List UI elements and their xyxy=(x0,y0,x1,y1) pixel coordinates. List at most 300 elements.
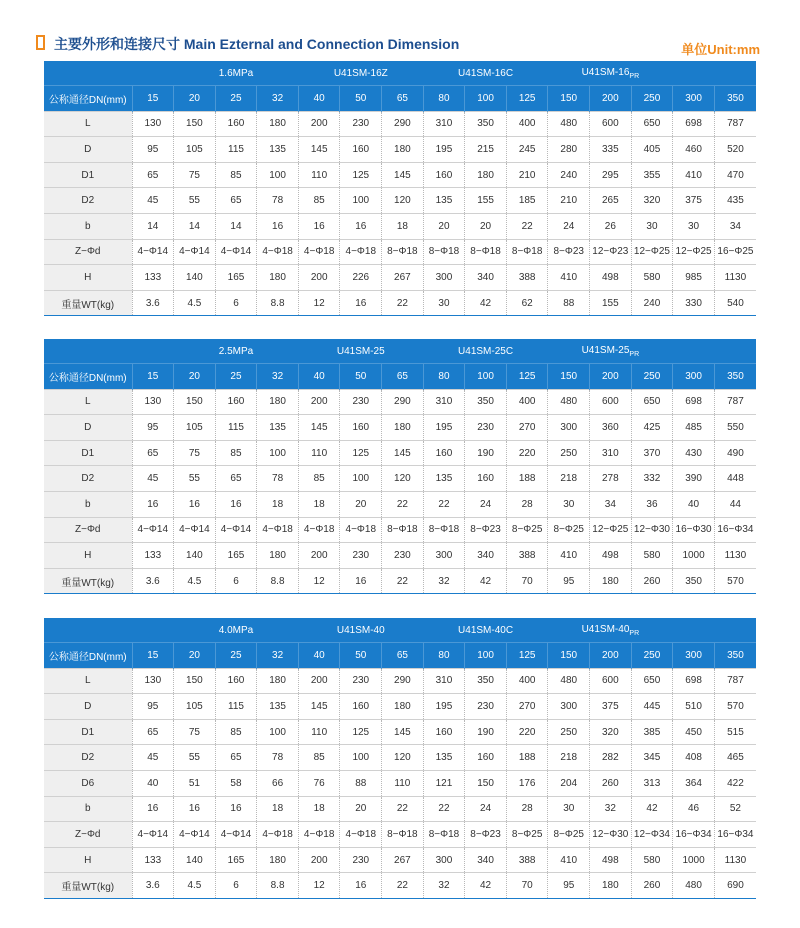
table-cell: 1130 xyxy=(714,847,756,873)
table-cell: 18 xyxy=(382,213,424,239)
dn-value: 250 xyxy=(631,643,673,669)
table-cell: 78 xyxy=(257,745,299,771)
table-cell: 135 xyxy=(257,694,299,720)
table-cell: 145 xyxy=(382,162,424,188)
table-cell: 200 xyxy=(298,847,340,873)
dn-value: 40 xyxy=(298,364,340,390)
table-cell: 230 xyxy=(340,668,382,694)
table-cell: 8−Φ18 xyxy=(423,239,465,265)
table-cell: 40 xyxy=(132,770,174,796)
table-cell: 267 xyxy=(382,265,424,291)
dn-label: 公称通径DN(mm) xyxy=(44,364,132,390)
table-cell: 290 xyxy=(382,111,424,137)
table-cell: 110 xyxy=(382,770,424,796)
table-cell: 95 xyxy=(548,568,590,594)
table-cell: 350 xyxy=(673,568,715,594)
header-spacer xyxy=(132,61,174,86)
table-cell: 160 xyxy=(215,111,257,137)
table-cell: 12−Φ25 xyxy=(673,239,715,265)
table-cell: 145 xyxy=(382,719,424,745)
table-cell: 375 xyxy=(590,694,632,720)
table-cell: 260 xyxy=(631,873,673,899)
row-label: H xyxy=(44,847,132,873)
table-cell: 16−Φ34 xyxy=(673,822,715,848)
row-label: L xyxy=(44,111,132,137)
table-cell: 364 xyxy=(673,770,715,796)
row-label: Z−Φd xyxy=(44,239,132,265)
table-cell: 155 xyxy=(465,188,507,214)
table-cell: 180 xyxy=(257,543,299,569)
table-cell: 230 xyxy=(340,389,382,415)
row-label: Z−Φd xyxy=(44,517,132,543)
table-cell: 100 xyxy=(257,440,299,466)
table-cell: 22 xyxy=(423,491,465,517)
table-cell: 140 xyxy=(174,543,216,569)
table-cell: 65 xyxy=(132,162,174,188)
dimension-table-4-0mpa xyxy=(44,618,756,899)
table-cell: 4−Φ18 xyxy=(298,239,340,265)
table-cell: 4−Φ18 xyxy=(257,822,299,848)
table-cell: 42 xyxy=(465,290,507,316)
table-cell: 370 xyxy=(631,440,673,466)
table-cell: 14 xyxy=(132,213,174,239)
row-label: b xyxy=(44,491,132,517)
table-cell: 6 xyxy=(215,873,257,899)
table-cell: 290 xyxy=(382,668,424,694)
table-cell: 485 xyxy=(673,415,715,441)
model-b-label: U41SM-25C xyxy=(423,339,548,364)
table-cell: 30 xyxy=(548,491,590,517)
table-cell: 300 xyxy=(548,415,590,441)
table-cell: 180 xyxy=(257,847,299,873)
header-blank xyxy=(44,618,132,643)
table-cell: 76 xyxy=(298,770,340,796)
table-cell: 75 xyxy=(174,162,216,188)
table-cell: 150 xyxy=(174,111,216,137)
table-cell: 58 xyxy=(215,770,257,796)
table-cell: 220 xyxy=(506,440,548,466)
dn-value: 40 xyxy=(298,86,340,112)
table-cell: 20 xyxy=(340,796,382,822)
table-cell: 8−Φ25 xyxy=(548,822,590,848)
dn-row xyxy=(44,643,756,669)
table-cell: 36 xyxy=(631,491,673,517)
table-cell: 165 xyxy=(215,543,257,569)
table-cell: 410 xyxy=(548,265,590,291)
table-cell: 320 xyxy=(590,719,632,745)
table-cell: 400 xyxy=(506,111,548,137)
table-header-row xyxy=(44,61,756,86)
table-cell: 215 xyxy=(465,137,507,163)
table-row xyxy=(44,745,756,771)
unit-label: 单位Unit:mm xyxy=(681,42,760,57)
table-cell: 332 xyxy=(631,466,673,492)
table-cell: 105 xyxy=(174,137,216,163)
table-cell: 180 xyxy=(257,265,299,291)
table-cell: 218 xyxy=(548,466,590,492)
table-cell: 375 xyxy=(673,188,715,214)
table-cell: 16 xyxy=(132,491,174,517)
model-c-sup: P xyxy=(629,350,635,358)
dn-value: 15 xyxy=(132,643,174,669)
table-row xyxy=(44,466,756,492)
table-cell: 3.6 xyxy=(132,873,174,899)
table-cell: 350 xyxy=(465,668,507,694)
table-cell: 32 xyxy=(423,568,465,594)
dn-value: 80 xyxy=(423,86,465,112)
table-cell: 165 xyxy=(215,847,257,873)
table-cell: 150 xyxy=(174,389,216,415)
dn-value: 32 xyxy=(257,643,299,669)
table-cell: 4−Φ14 xyxy=(132,822,174,848)
dn-value: 300 xyxy=(673,86,715,112)
model-c-sub: R xyxy=(634,629,640,637)
dn-value: 80 xyxy=(423,643,465,669)
table-cell: 385 xyxy=(631,719,673,745)
model-c-name: U41SM-16 xyxy=(581,66,630,78)
table-cell: 320 xyxy=(631,188,673,214)
table-cell: 550 xyxy=(714,415,756,441)
table-cell: 12−Φ30 xyxy=(590,822,632,848)
table-cell: 176 xyxy=(506,770,548,796)
table-cell: 498 xyxy=(590,265,632,291)
table-cell: 75 xyxy=(174,440,216,466)
table-cell: 230 xyxy=(340,847,382,873)
table-cell: 95 xyxy=(548,873,590,899)
table-cell: 4−Φ18 xyxy=(340,239,382,265)
table-cell: 160 xyxy=(215,668,257,694)
table-cell: 600 xyxy=(590,111,632,137)
dn-value: 125 xyxy=(506,643,548,669)
table-cell: 408 xyxy=(673,745,715,771)
table-cell: 180 xyxy=(382,415,424,441)
table-cell: 16−Φ34 xyxy=(714,517,756,543)
table-cell: 400 xyxy=(506,389,548,415)
table-cell: 465 xyxy=(714,745,756,771)
table-cell: 18 xyxy=(298,796,340,822)
table-cell: 4−Φ14 xyxy=(174,239,216,265)
dn-label: 公称通径DN(mm) xyxy=(44,86,132,112)
table-cell: 8−Φ18 xyxy=(382,822,424,848)
table-cell: 110 xyxy=(298,719,340,745)
row-label: D1 xyxy=(44,719,132,745)
table-cell: 110 xyxy=(298,440,340,466)
table-cell: 240 xyxy=(548,162,590,188)
table-cell: 4.5 xyxy=(174,873,216,899)
table-row xyxy=(44,290,756,316)
model-c-suffix xyxy=(629,351,639,358)
table-cell: 22 xyxy=(382,873,424,899)
table-cell: 120 xyxy=(382,745,424,771)
page-title: 主要外形和连接尺寸 Main Ezternal and Connection Dimension xyxy=(54,36,460,52)
table-cell: 44 xyxy=(714,491,756,517)
table-cell: 340 xyxy=(465,847,507,873)
table-cell: 230 xyxy=(340,111,382,137)
table-cell: 515 xyxy=(714,719,756,745)
model-a-label: U41SM-40 xyxy=(298,618,423,643)
table-cell: 180 xyxy=(382,694,424,720)
table-cell: 16 xyxy=(340,290,382,316)
table-row xyxy=(44,873,756,899)
table-cell: 66 xyxy=(257,770,299,796)
table-cell: 105 xyxy=(174,694,216,720)
dn-value: 20 xyxy=(174,86,216,112)
dn-value: 150 xyxy=(548,86,590,112)
model-c-sub: R xyxy=(634,72,640,80)
table-cell: 265 xyxy=(590,188,632,214)
table-row xyxy=(44,162,756,188)
table-row xyxy=(44,265,756,291)
table-cell: 245 xyxy=(506,137,548,163)
table-cell: 4−Φ18 xyxy=(298,822,340,848)
table-cell: 16 xyxy=(340,213,382,239)
table-cell: 8−Φ25 xyxy=(506,517,548,543)
pressure-label: 4.0MPa xyxy=(174,618,299,643)
row-label: b xyxy=(44,213,132,239)
table-cell: 230 xyxy=(465,694,507,720)
table-cell: 8−Φ23 xyxy=(465,822,507,848)
table-cell: 32 xyxy=(590,796,632,822)
table-cell: 100 xyxy=(257,719,299,745)
table-cell: 230 xyxy=(382,543,424,569)
table-cell: 282 xyxy=(590,745,632,771)
table-cell: 120 xyxy=(382,188,424,214)
dn-value: 300 xyxy=(673,364,715,390)
dn-value: 65 xyxy=(382,86,424,112)
table-cell: 20 xyxy=(465,213,507,239)
table-cell: 204 xyxy=(548,770,590,796)
table-cell: 16 xyxy=(215,796,257,822)
table-cell: 24 xyxy=(465,491,507,517)
table-cell: 410 xyxy=(673,162,715,188)
table-cell: 16 xyxy=(298,213,340,239)
dn-value: 350 xyxy=(714,86,756,112)
table-cell: 520 xyxy=(714,137,756,163)
table-cell: 55 xyxy=(174,745,216,771)
table-cell: 78 xyxy=(257,188,299,214)
table-cell: 8.8 xyxy=(257,290,299,316)
row-label: D xyxy=(44,137,132,163)
table-cell: 188 xyxy=(506,745,548,771)
table-cell: 145 xyxy=(298,415,340,441)
table-cell: 34 xyxy=(714,213,756,239)
table-cell: 85 xyxy=(215,440,257,466)
table-cell: 115 xyxy=(215,137,257,163)
table-cell: 300 xyxy=(423,265,465,291)
model-c-sub: R xyxy=(634,350,640,358)
header-spacer xyxy=(132,339,174,364)
model-c-name: U41SM-25 xyxy=(581,344,630,356)
table-cell: 18 xyxy=(257,491,299,517)
table-cell: 135 xyxy=(257,415,299,441)
table-cell: 600 xyxy=(590,668,632,694)
table-cell: 160 xyxy=(340,415,382,441)
dn-value: 300 xyxy=(673,643,715,669)
table-cell: 133 xyxy=(132,847,174,873)
table-cell: 8.8 xyxy=(257,873,299,899)
dimension-table-1-6mpa xyxy=(44,61,756,316)
table-cell: 28 xyxy=(506,796,548,822)
table-cell: 190 xyxy=(465,719,507,745)
row-label: D2 xyxy=(44,188,132,214)
row-label: L xyxy=(44,668,132,694)
table-cell: 300 xyxy=(423,847,465,873)
table-row xyxy=(44,188,756,214)
row-label: Z−Φd xyxy=(44,822,132,848)
table-cell: 22 xyxy=(382,796,424,822)
table-cell: 160 xyxy=(340,137,382,163)
table-cell: 85 xyxy=(298,466,340,492)
dimension-table-2-5mpa xyxy=(44,339,756,594)
table-cell: 698 xyxy=(673,668,715,694)
table-cell: 16−Φ25 xyxy=(714,239,756,265)
table-cell: 480 xyxy=(548,668,590,694)
table-cell: 498 xyxy=(590,847,632,873)
row-label: D xyxy=(44,694,132,720)
table-cell: 345 xyxy=(631,745,673,771)
table-cell: 42 xyxy=(465,873,507,899)
page-header xyxy=(36,32,760,56)
table-cell: 46 xyxy=(673,796,715,822)
model-c-label xyxy=(548,61,673,86)
table-cell: 28 xyxy=(506,491,548,517)
table-cell: 165 xyxy=(215,265,257,291)
dn-value: 25 xyxy=(215,643,257,669)
row-label: D6 xyxy=(44,770,132,796)
row-label: D xyxy=(44,415,132,441)
table-cell: 125 xyxy=(340,719,382,745)
table-cell: 121 xyxy=(423,770,465,796)
model-c-suffix xyxy=(629,73,639,80)
dn-value: 32 xyxy=(257,364,299,390)
table-cell: 24 xyxy=(548,213,590,239)
table-cell: 270 xyxy=(506,694,548,720)
table-cell: 250 xyxy=(548,440,590,466)
table-cell: 985 xyxy=(673,265,715,291)
dn-value: 32 xyxy=(257,86,299,112)
table-cell: 480 xyxy=(548,389,590,415)
model-b-label: U41SM-40C xyxy=(423,618,548,643)
table-cell: 4−Φ14 xyxy=(215,822,257,848)
table-row xyxy=(44,111,756,137)
dn-value: 250 xyxy=(631,86,673,112)
table-cell: 240 xyxy=(631,290,673,316)
table-cell: 350 xyxy=(465,111,507,137)
table-cell: 22 xyxy=(506,213,548,239)
model-c-name: U41SM-40 xyxy=(581,623,630,635)
row-label: D1 xyxy=(44,440,132,466)
table-cell: 230 xyxy=(340,543,382,569)
dimension-table xyxy=(44,61,756,316)
table-cell: 40 xyxy=(673,491,715,517)
table-cell: 410 xyxy=(548,543,590,569)
table-row xyxy=(44,491,756,517)
table-cell: 160 xyxy=(423,440,465,466)
table-cell: 1000 xyxy=(673,847,715,873)
table-cell: 135 xyxy=(423,188,465,214)
table-cell: 8−Φ23 xyxy=(465,517,507,543)
table-cell: 150 xyxy=(465,770,507,796)
table-cell: 200 xyxy=(298,389,340,415)
table-cell: 260 xyxy=(631,568,673,594)
table-cell: 8−Φ25 xyxy=(548,517,590,543)
table-cell: 580 xyxy=(631,543,673,569)
table-row xyxy=(44,415,756,441)
table-cell: 16 xyxy=(340,568,382,594)
table-cell: 220 xyxy=(506,719,548,745)
table-cell: 180 xyxy=(257,668,299,694)
table-cell: 787 xyxy=(714,111,756,137)
table-cell: 78 xyxy=(257,466,299,492)
table-cell: 95 xyxy=(132,137,174,163)
table-cell: 470 xyxy=(714,162,756,188)
table-cell: 45 xyxy=(132,188,174,214)
table-cell: 65 xyxy=(132,440,174,466)
title-marker-icon xyxy=(36,35,45,50)
dn-value: 15 xyxy=(132,364,174,390)
table-cell: 16 xyxy=(174,491,216,517)
table-cell: 4−Φ14 xyxy=(174,822,216,848)
table-cell: 600 xyxy=(590,389,632,415)
table-cell: 12 xyxy=(298,873,340,899)
table-cell: 32 xyxy=(423,873,465,899)
table-cell: 400 xyxy=(506,668,548,694)
table-cell: 180 xyxy=(382,137,424,163)
table-cell: 45 xyxy=(132,466,174,492)
table-cell: 135 xyxy=(423,745,465,771)
table-cell: 8−Φ18 xyxy=(506,239,548,265)
table-cell: 12−Φ25 xyxy=(590,517,632,543)
model-c-sup: P xyxy=(629,629,635,637)
table-cell: 335 xyxy=(590,137,632,163)
table-cell: 8−Φ18 xyxy=(382,517,424,543)
table-row xyxy=(44,796,756,822)
table-row xyxy=(44,389,756,415)
table-cell: 125 xyxy=(340,440,382,466)
header-tail xyxy=(673,618,756,643)
table-cell: 278 xyxy=(590,466,632,492)
table-cell: 51 xyxy=(174,770,216,796)
table-cell: 4−Φ14 xyxy=(132,239,174,265)
table-cell: 65 xyxy=(215,466,257,492)
dn-value: 100 xyxy=(465,364,507,390)
table-cell: 388 xyxy=(506,847,548,873)
table-cell: 313 xyxy=(631,770,673,796)
table-cell: 210 xyxy=(506,162,548,188)
table-cell: 30 xyxy=(673,213,715,239)
row-label: D2 xyxy=(44,466,132,492)
table-cell: 295 xyxy=(590,162,632,188)
table-cell: 16−Φ30 xyxy=(673,517,715,543)
table-cell: 490 xyxy=(714,440,756,466)
dn-value: 200 xyxy=(590,364,632,390)
model-a-label: U41SM-25 xyxy=(298,339,423,364)
table-cell: 100 xyxy=(340,466,382,492)
table-cell: 22 xyxy=(382,491,424,517)
table-cell: 435 xyxy=(714,188,756,214)
dn-value: 65 xyxy=(382,643,424,669)
dn-value: 50 xyxy=(340,364,382,390)
table-cell: 145 xyxy=(382,440,424,466)
table-cell: 180 xyxy=(257,389,299,415)
table-cell: 4−Φ14 xyxy=(174,517,216,543)
table-cell: 88 xyxy=(548,290,590,316)
table-cell: 787 xyxy=(714,389,756,415)
table-cell: 195 xyxy=(423,694,465,720)
dn-value: 100 xyxy=(465,86,507,112)
table-cell: 24 xyxy=(465,796,507,822)
table-cell: 105 xyxy=(174,415,216,441)
